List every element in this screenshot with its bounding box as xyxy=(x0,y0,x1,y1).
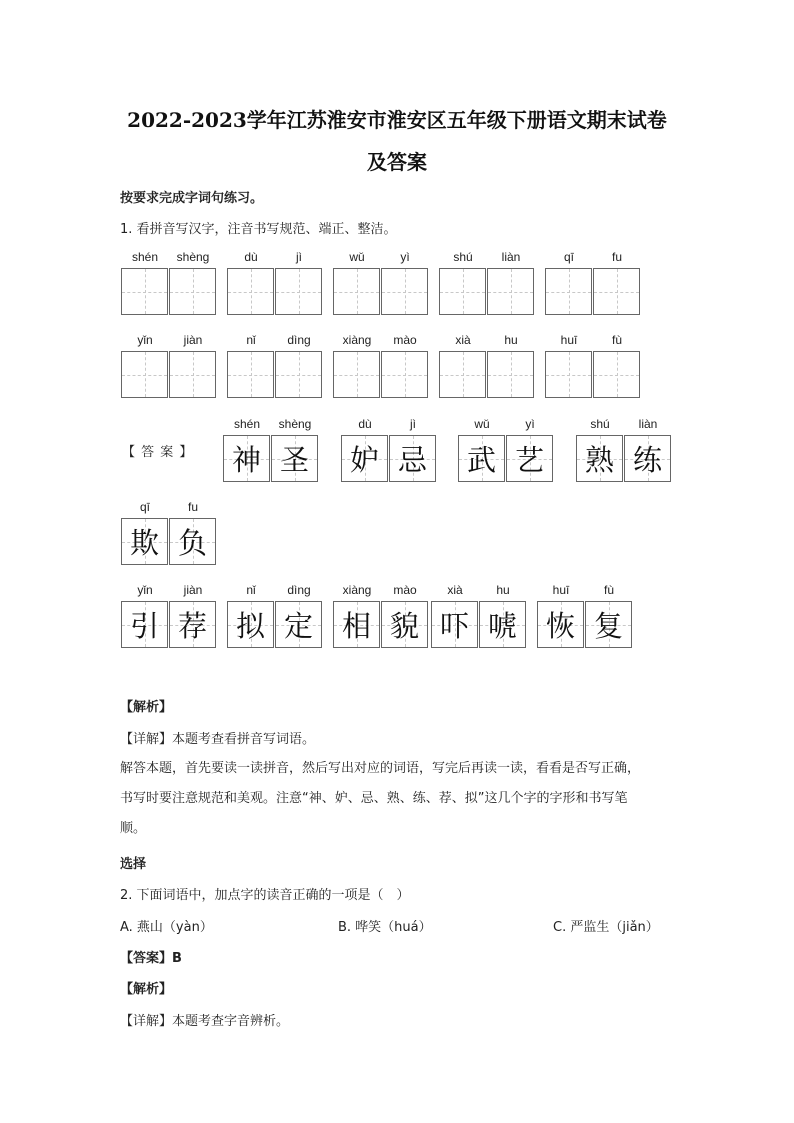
pinyin-label: yì xyxy=(400,250,410,264)
pinyin-label: shú xyxy=(590,417,610,431)
answer-char-box xyxy=(121,518,168,565)
answer-char-box xyxy=(624,435,671,482)
pinyin-label: hu xyxy=(496,583,510,597)
explain-line-1: 解答本题，首先要读一读拼音，然后写出对应的词语，写完后再读一读，看看是否写正确， xyxy=(120,761,641,776)
answer-char: 相 xyxy=(341,609,371,643)
pinyin-label: liàn xyxy=(638,417,658,431)
pinyin-label: dù xyxy=(244,250,258,264)
question-2-stem: 2. 下面词语中，加点字的读音正确的一项是（ ） xyxy=(120,888,410,903)
answer-char-box xyxy=(458,435,505,482)
pinyin-label: jiàn xyxy=(183,333,203,347)
writing-box[interactable] xyxy=(227,268,274,315)
answer-char-box xyxy=(271,435,318,482)
explain-line-2: 书写时要注意规范和美观。注意“神、妒、忌、熟、练、荐、拟”这几个字的字形和书写笔 xyxy=(120,791,628,806)
answer-char: 练 xyxy=(632,443,662,477)
answer-char-box xyxy=(576,435,623,482)
answer-char: 妒 xyxy=(349,443,379,477)
answer-char-box xyxy=(537,601,584,648)
writing-box[interactable] xyxy=(487,351,534,398)
pinyin-label: dìng xyxy=(287,583,311,597)
analysis-label-2: 【解析】 xyxy=(120,982,173,997)
writing-box[interactable] xyxy=(227,351,274,398)
pinyin-label: shén xyxy=(233,417,261,431)
pinyin-label: dìng xyxy=(287,333,311,347)
answer-char-box xyxy=(121,601,168,648)
answer-char: 吓 xyxy=(439,609,469,643)
answer-2: 【答案】B xyxy=(120,951,182,966)
pinyin-label: shú xyxy=(453,250,473,264)
writing-box[interactable] xyxy=(593,351,640,398)
option-c: C. 严监生（jiǎn） xyxy=(553,920,659,935)
pinyin-label: qī xyxy=(563,250,574,264)
answer-char-box xyxy=(223,435,270,482)
pinyin-label: fu xyxy=(611,250,622,264)
answer-char-box xyxy=(381,601,428,648)
pinyin-label: liàn xyxy=(501,250,521,264)
detail-2: 【详解】本题考查字音辨析。 xyxy=(120,1014,290,1029)
answer-char: 神 xyxy=(231,443,261,477)
answer-char: 荐 xyxy=(177,609,207,643)
answer-char: 欺 xyxy=(129,526,159,560)
answer-char-box xyxy=(341,435,388,482)
pinyin-label: xiàng xyxy=(342,333,372,347)
writing-box[interactable] xyxy=(121,351,168,398)
writing-box[interactable] xyxy=(381,268,428,315)
writing-box[interactable] xyxy=(545,268,592,315)
answer-char: 武 xyxy=(466,443,496,477)
pinyin-label: shèng xyxy=(176,250,210,264)
writing-box[interactable] xyxy=(545,351,592,398)
writing-box[interactable] xyxy=(439,351,486,398)
answer-char-box xyxy=(169,601,216,648)
pinyin-label: fù xyxy=(603,583,614,597)
answer-char: 负 xyxy=(177,526,207,560)
answer-char-box xyxy=(585,601,632,648)
answer-char: 艺 xyxy=(514,443,544,477)
page-title-line2: 及答案 xyxy=(367,150,427,174)
pinyin-label: xiàng xyxy=(342,583,372,597)
page-title-line1: 2022-2023学年江苏淮安市淮安区五年级下册语文期末试卷 xyxy=(127,108,667,132)
answer-char-box xyxy=(169,518,216,565)
answer-char: 拟 xyxy=(235,609,265,643)
answer-char: 忌 xyxy=(397,443,427,477)
pinyin-label: huī xyxy=(560,333,578,347)
answer-char: 熟 xyxy=(584,443,614,477)
pinyin-label: fu xyxy=(187,500,198,514)
writing-box[interactable] xyxy=(275,351,322,398)
answer-char-box xyxy=(389,435,436,482)
pinyin-label: nǐ xyxy=(246,333,256,347)
pinyin-label: xià xyxy=(447,583,463,597)
answer-char: 貌 xyxy=(389,609,419,643)
pinyin-label: nǐ xyxy=(246,583,256,597)
pinyin-label: yǐn xyxy=(137,583,153,597)
writing-box[interactable] xyxy=(275,268,322,315)
pinyin-label: dù xyxy=(358,417,372,431)
pinyin-label: mào xyxy=(393,583,417,597)
option-a: A. 燕山（yàn） xyxy=(120,920,213,935)
detail-1: 【详解】本题考查看拼音写词语。 xyxy=(120,732,316,747)
answer-char-box xyxy=(275,601,322,648)
pinyin-label: jì xyxy=(410,417,416,431)
pinyin-label: shén xyxy=(131,250,159,264)
pinyin-label: jiàn xyxy=(183,583,203,597)
pinyin-label: shèng xyxy=(278,417,312,431)
writing-box[interactable] xyxy=(333,268,380,315)
answer-char: 定 xyxy=(283,609,313,643)
answer-char: 复 xyxy=(593,609,623,643)
section-heading-words: 按要求完成字词句练习。 xyxy=(120,191,264,206)
pinyin-label: mào xyxy=(393,333,417,347)
section-heading-choice: 选择 xyxy=(120,857,147,872)
pinyin-label: yì xyxy=(525,417,535,431)
writing-box[interactable] xyxy=(381,351,428,398)
answer-char: 圣 xyxy=(279,443,309,477)
writing-box[interactable] xyxy=(121,268,168,315)
option-b: B. 哗笑（huá） xyxy=(338,920,432,935)
answer-char-box xyxy=(227,601,274,648)
pinyin-label: fù xyxy=(611,333,622,347)
pinyin-label: wǔ xyxy=(349,250,365,264)
analysis-label-1: 【解析】 xyxy=(120,700,173,715)
pinyin-label: wǔ xyxy=(474,417,490,431)
answer-char: 恢 xyxy=(545,609,575,643)
pinyin-label: xià xyxy=(455,333,471,347)
answer-char-box xyxy=(506,435,553,482)
pinyin-label: qī xyxy=(139,500,150,514)
answer-label: 【 答 案 】 xyxy=(122,445,194,460)
writing-box[interactable] xyxy=(169,268,216,315)
writing-box[interactable] xyxy=(169,351,216,398)
writing-box[interactable] xyxy=(333,351,380,398)
answer-char-box xyxy=(333,601,380,648)
explain-line-3: 顺。 xyxy=(120,821,147,836)
pinyin-label: hu xyxy=(504,333,518,347)
writing-box[interactable] xyxy=(593,268,640,315)
answer-char-box xyxy=(431,601,478,648)
answer-char: 唬 xyxy=(487,609,517,643)
pinyin-label: yǐn xyxy=(137,333,153,347)
pinyin-label: jì xyxy=(296,250,302,264)
question-1-stem: 1. 看拼音写汉字，注音书写规范、端正、整洁。 xyxy=(120,222,397,237)
answer-char: 引 xyxy=(129,609,159,643)
writing-box[interactable] xyxy=(487,268,534,315)
answer-char-box xyxy=(479,601,526,648)
pinyin-label: huī xyxy=(552,583,570,597)
writing-box[interactable] xyxy=(439,268,486,315)
